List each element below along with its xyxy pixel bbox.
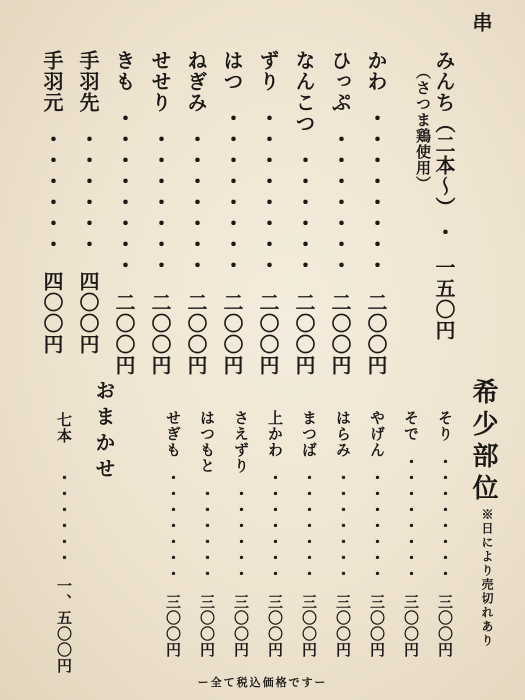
- leader-dots: ・・・・・・: [292, 150, 316, 276]
- rare-item-yagen: [369, 410, 384, 658]
- item-name: さえずり: [232, 410, 250, 474]
- item-price: 三〇〇円: [164, 594, 182, 658]
- item-price: 三〇〇円: [300, 594, 318, 658]
- rare-item-saezuri: [233, 410, 248, 658]
- item-name: 七本: [55, 412, 73, 444]
- leader-dots: ・・・・・・: [232, 486, 250, 582]
- kushi-title: 串: [469, 12, 493, 33]
- rare-note: ※日により売切れあり: [480, 508, 494, 648]
- kushi-item-hatsu: [222, 50, 242, 376]
- kushi-item-tebamoto: [42, 50, 62, 355]
- item-name: そり: [436, 410, 454, 442]
- kushi-item-hippu: [330, 50, 350, 376]
- leader-dots: ・・・・・・・: [148, 129, 172, 276]
- tax-included-footer: ー全て税込価格ですー: [197, 676, 328, 689]
- item-name: まつば: [300, 410, 318, 458]
- leader-dots: ・・・・・・・: [266, 470, 284, 582]
- item-price: 二〇〇円: [220, 292, 244, 376]
- kushi-item-kawa: [366, 50, 386, 376]
- item-price: 二〇〇円: [328, 292, 352, 376]
- leader-dots: ・・・・・・: [198, 486, 216, 582]
- leader-dots: ・・・・・・・・: [364, 108, 388, 276]
- rare-item-sode: [403, 410, 418, 658]
- leader-dots: ・・・・・・・・: [402, 454, 420, 582]
- kushi-item-seseri: [150, 50, 170, 376]
- omakase-item: [56, 412, 71, 674]
- leader-dots: ・: [432, 222, 456, 243]
- item-name: ずり: [256, 50, 280, 92]
- leader-dots: ・・・・・・・・: [112, 108, 136, 276]
- rare-item-sori: [437, 410, 452, 658]
- item-price: 二〇〇円: [364, 292, 388, 376]
- item-name: はらみ: [334, 410, 352, 458]
- leader-dots: ・・・・・・・: [184, 129, 208, 276]
- item-name: みんち（二本〜）: [432, 50, 456, 208]
- item-name: かわ: [364, 50, 388, 92]
- kushi-item-negimi: [186, 50, 206, 376]
- kushi-item-note: （さつま鶏使用）: [414, 64, 432, 192]
- kushi-item-zuri: [258, 50, 278, 376]
- item-name: せせり: [148, 50, 172, 113]
- item-price: 二〇〇円: [184, 292, 208, 376]
- item-price: 四〇〇円: [40, 271, 64, 355]
- item-price: 四〇〇円: [76, 271, 100, 355]
- item-price: 一五〇円: [432, 257, 456, 341]
- item-price: 三〇〇円: [232, 594, 250, 658]
- leader-dots: ・・・・・・・・: [220, 108, 244, 276]
- kushi-item-nankotsu: [294, 50, 314, 376]
- item-name: せぎも: [164, 410, 182, 458]
- item-name: はつもと: [198, 410, 216, 474]
- item-name: きも: [112, 50, 136, 92]
- rare-item-segimo: [165, 410, 180, 658]
- item-price: 三〇〇円: [334, 594, 352, 658]
- item-name: やげん: [368, 410, 386, 458]
- item-price: 三〇〇円: [266, 594, 284, 658]
- leader-dots: ・・・・・・: [76, 129, 100, 255]
- leader-dots: ・・・・・・: [40, 129, 64, 255]
- item-price: 三〇〇円: [368, 594, 386, 658]
- item-price: 三〇〇円: [198, 594, 216, 658]
- item-name: なんこつ: [292, 50, 316, 134]
- item-name: そで: [402, 410, 420, 442]
- item-name: 手羽元: [40, 50, 64, 113]
- item-name: ねぎみ: [184, 50, 208, 113]
- rare-item-hatsumoto: [199, 410, 214, 658]
- leader-dots: ・・・・・・・: [368, 470, 386, 582]
- omakase-title: おまかせ: [92, 380, 116, 484]
- kushi-item-minchi: [434, 50, 454, 341]
- leader-dots: ・・・・・・・: [328, 129, 352, 276]
- item-name: ひっぷ: [328, 50, 352, 113]
- item-price: 二〇〇円: [256, 292, 280, 376]
- rare-item-matsuba: [301, 410, 316, 658]
- leader-dots: ・・・・・・・: [164, 470, 182, 582]
- rare-title: 希少部位: [468, 378, 498, 506]
- rare-item-harami: [335, 410, 350, 658]
- kushi-item-tebasaki: [78, 50, 98, 355]
- leader-dots: ・・・・・・・: [300, 470, 318, 582]
- item-name: はつ: [220, 50, 244, 92]
- leader-dots: ・・・・・・・: [334, 470, 352, 582]
- leader-dots: ・・・・・・: [55, 470, 73, 566]
- rare-item-jokawa: [267, 410, 282, 658]
- item-name: 手羽先: [76, 50, 100, 113]
- kushi-item-kimo: [114, 50, 134, 376]
- item-name: 上かわ: [266, 410, 284, 458]
- item-price: 一、五〇〇円: [55, 578, 73, 674]
- item-price: 二〇〇円: [292, 292, 316, 376]
- leader-dots: ・・・・・・・・: [256, 108, 280, 276]
- item-price: 二〇〇円: [112, 292, 136, 376]
- leader-dots: ・・・・・・・・: [436, 454, 454, 582]
- item-price: 二〇〇円: [148, 292, 172, 376]
- item-price: 三〇〇円: [436, 594, 454, 658]
- item-price: 三〇〇円: [402, 594, 420, 658]
